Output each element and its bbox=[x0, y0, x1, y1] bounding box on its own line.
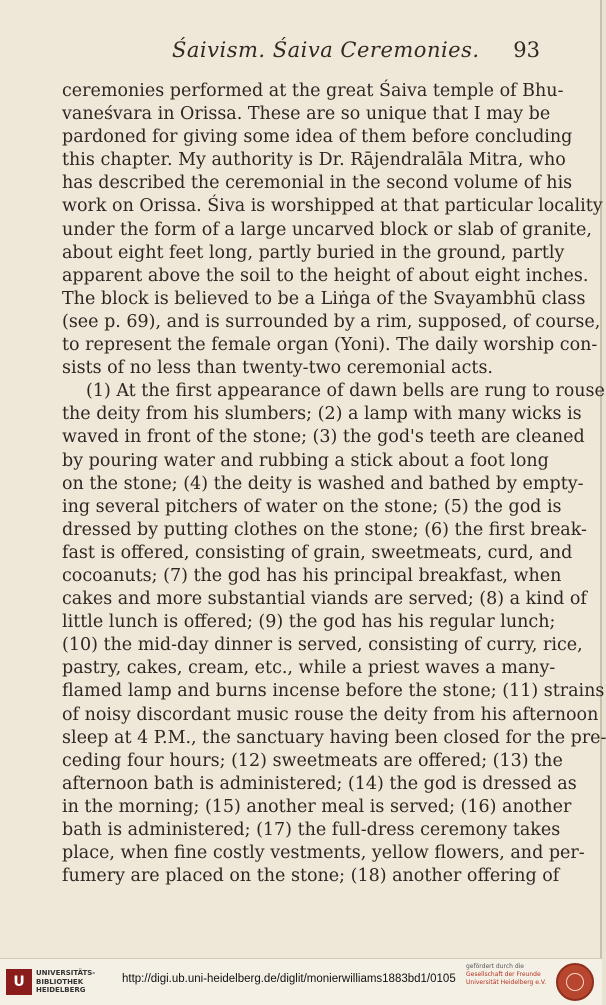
text-line: fumery are placed on the stone; (18) another offering of bbox=[62, 866, 560, 887]
viewer-footer bbox=[0, 958, 602, 1005]
text-line: under the form of a large uncarved block or slab of granite, bbox=[62, 219, 592, 240]
text-line: cakes and more substantial viands are served; (8) a kind of bbox=[62, 589, 587, 610]
text-line: on the stone; (4) the deity is washed and bathed by empty- bbox=[62, 473, 584, 494]
text-line: to represent the female organ (Yoni). The daily worship con- bbox=[62, 335, 598, 356]
text-line: cocoanuts; (7) the god has his principal breakfast, when bbox=[62, 565, 562, 586]
library-name: UNIVERSITÄTS- BIBLIOTHEK HEIDELBERG bbox=[36, 969, 96, 994]
text-line: vaneśvara in Orissa. These are so unique that I may be bbox=[62, 104, 551, 125]
permalink-url[interactable]: http://digi.ub.uni-heidelberg.de/diglit/monierwilliams1883bd1/0105 bbox=[122, 973, 456, 985]
running-head bbox=[0, 38, 602, 68]
sponsor-text: gefördert durch die Gesellschaft der Freunde Universität Heidelberg e.V. bbox=[466, 963, 547, 986]
text-line: ceremonies performed at the great Śaiva temple of Bhu- bbox=[62, 81, 564, 101]
text-line: sists of no less than twenty-two ceremonial acts. bbox=[62, 358, 493, 379]
text-line: bath is administered; (17) the full-dress ceremony takes bbox=[62, 820, 561, 840]
text-line: (1) At the first appearance of dawn bells are rung to rouse bbox=[86, 381, 605, 402]
page-number: 93 bbox=[513, 38, 540, 62]
text-line: sleep at 4 P.M., the sanctuary having been closed for the pre- bbox=[62, 727, 606, 748]
text-line: dressed by putting clothes on the stone; (6) the first break- bbox=[62, 519, 587, 540]
text-line: has described the ceremonial in the second volume of his bbox=[62, 173, 573, 194]
university-seal-icon bbox=[556, 963, 594, 1001]
text-line: pastry, cakes, cream, etc., while a priest waves a many- bbox=[62, 658, 556, 679]
running-title: Śaivism. Śaiva Ceremonies. bbox=[172, 38, 480, 62]
text-line: pardoned for giving some idea of them before concluding bbox=[62, 127, 573, 148]
text-line: (see p. 69), and is surrounded by a rim, supposed, of course, bbox=[62, 311, 601, 332]
text-line: of noisy discordant music rouse the deity from his afternoon bbox=[62, 704, 599, 725]
text-line: the deity from his slumbers; (2) a lamp with many wicks is bbox=[62, 404, 582, 425]
text-line: (10) the mid-day dinner is served, consisting of curry, rice, bbox=[62, 635, 583, 656]
text-line: by pouring water and rubbing a stick about a foot long bbox=[62, 450, 549, 471]
text-line: ceding four hours; (12) sweetmeats are offered; (13) the bbox=[62, 750, 563, 771]
text-line: fast is offered, consisting of grain, sweetmeats, curd, and bbox=[62, 542, 573, 563]
library-logo-icon: U bbox=[6, 969, 32, 995]
text-line: afternoon bath is administered; (14) the god is dressed as bbox=[62, 773, 577, 794]
text-line: waved in front of the stone; (3) the god's teeth are cleaned bbox=[62, 427, 585, 448]
text-line: place, when fine costly vestments, yellow flowers, and per- bbox=[62, 843, 585, 864]
text-line: this chapter. My authority is Dr. Rājendralāla Mitra, who bbox=[62, 150, 566, 171]
text-line: flamed lamp and burns incense before the stone; (11) strains bbox=[62, 681, 605, 702]
text-line: ing several pitchers of water on the stone; (5) the god is bbox=[62, 496, 562, 517]
text-line: about eight feet long, partly buried in the ground, partly bbox=[62, 242, 565, 263]
text-line: little lunch is offered; (9) the god has his regular lunch; bbox=[62, 612, 556, 633]
text-line: work on Orissa. Śiva is worshipped at that particular locality bbox=[62, 196, 603, 217]
text-line: apparent above the soil to the height of about eight inches. bbox=[62, 265, 589, 286]
body-text bbox=[62, 80, 606, 888]
text-line: The block is believed to be a Liṅga of the Svayambhū class bbox=[62, 288, 586, 309]
text-line: in the morning; (15) another meal is served; (16) another bbox=[62, 796, 572, 817]
